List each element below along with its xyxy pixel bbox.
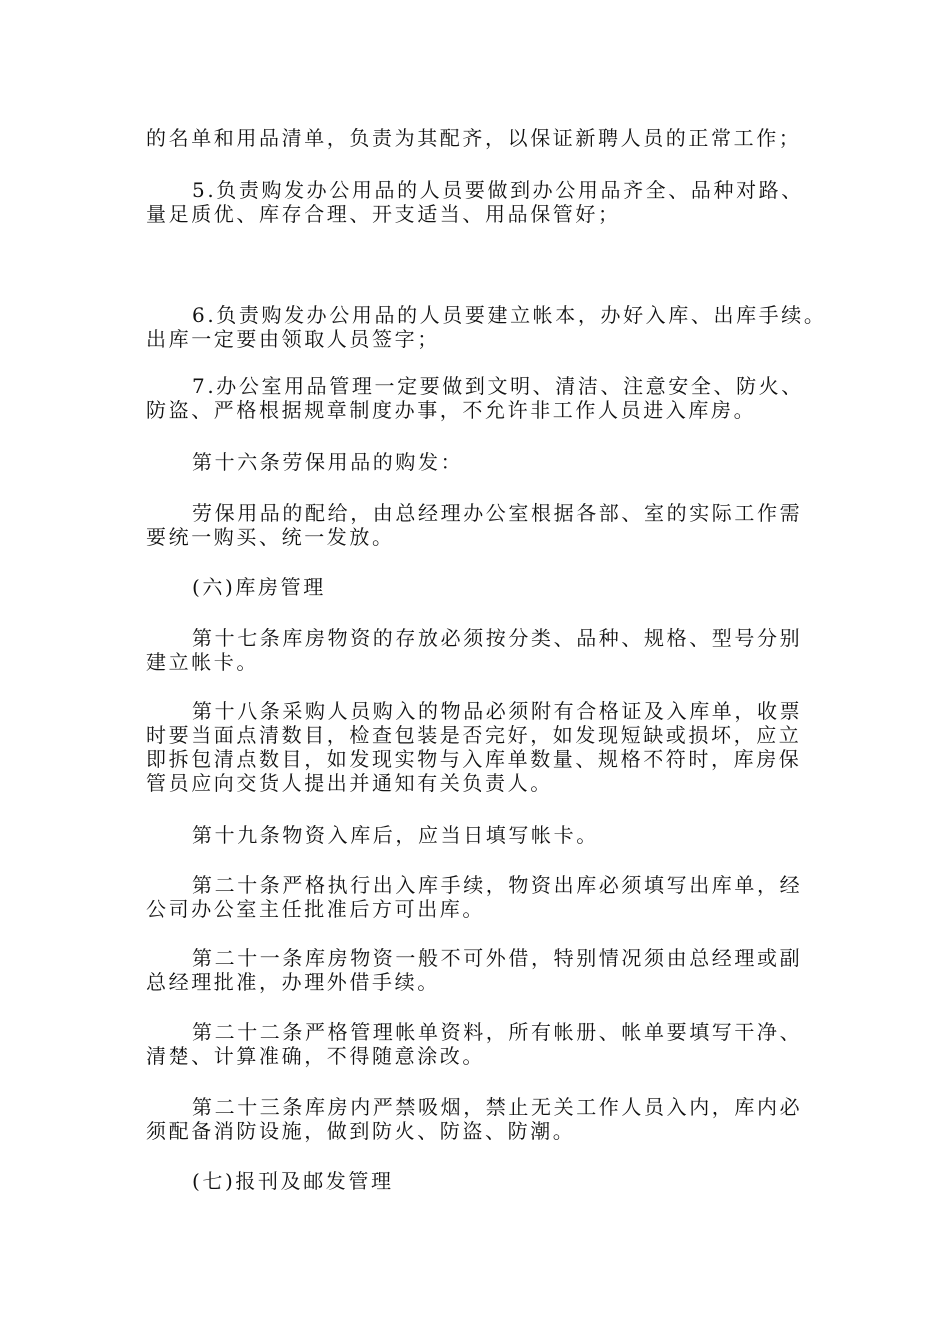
text-line: 量足质优、库存合理、开支适当、用品保管好； [146, 202, 621, 226]
text-line: 劳保用品的配给，由总经理办公室根据各部、室的实际工作需 [192, 501, 803, 525]
text-line: 须配备消防设施，做到防火、防盗、防潮。 [146, 1119, 576, 1143]
text-line: 第十八条采购人员购入的物品必须附有合格证及入库单，收票 [192, 699, 803, 723]
text-line: 第十七条库房物资的存放必须按分类、品种、规格、型号分别 [192, 626, 803, 650]
text-line: 第二十条严格执行出入库手续，物资出库必须填写出库单，经 [192, 873, 803, 897]
text-line: 第二十三条库房内严禁吸烟，禁止无关工作人员入内，库内必 [192, 1095, 803, 1119]
text-line: 总经理批准，办理外借手续。 [146, 970, 440, 994]
text-line: 第十六条劳保用品的购发： [192, 450, 464, 474]
text-line: 时要当面点清数目，检查包装是否完好，如发现短缺或损坏，应立 [146, 723, 802, 747]
section-heading-warehouse [146, 575, 826, 599]
paragraph-continuation [146, 126, 826, 150]
paragraph-article-20 [146, 873, 826, 921]
text-line: (六)库房管理 [192, 575, 326, 599]
section-heading-newspapers-mail [146, 1169, 826, 1193]
paragraph-article-22 [146, 1020, 826, 1068]
text-line: (七)报刊及邮发管理 [192, 1169, 394, 1193]
text-line: 清楚、计算准确，不得随意涂改。 [146, 1044, 485, 1068]
paragraph-article-18 [146, 699, 826, 795]
text-line: 5.负责购发办公用品的人员要做到办公用品齐全、品种对路、 [192, 178, 804, 202]
text-line: 第二十一条库房物资一般不可外借，特别情况须由总经理或副 [192, 946, 803, 970]
text-line: 第二十二条严格管理帐单资料，所有帐册、帐单要填写干净、 [192, 1020, 803, 1044]
text-line: 公司办公室主任批准后方可出库。 [146, 897, 485, 921]
text-line: 的名单和用品清单，负责为其配齐，以保证新聘人员的正常工作； [146, 126, 802, 150]
text-line: 防盗、严格根据规章制度办事，不允许非工作人员进入库房。 [146, 398, 757, 422]
text-line: 建立帐卡。 [146, 650, 259, 674]
paragraph-article-21 [146, 946, 826, 994]
paragraph-item-7 [146, 374, 826, 422]
text-line: 管员应向交货人提出并通知有关负责人。 [146, 771, 553, 795]
paragraph-item-6 [146, 303, 826, 351]
text-line: 7.办公室用品管理一定要做到文明、清洁、注意安全、防火、 [192, 374, 804, 398]
text-line: 6.负责购发办公用品的人员要建立帐本，办好入库、出库手续。 [192, 303, 827, 327]
text-line: 要统一购买、统一发放。 [146, 525, 395, 549]
paragraph-item-5 [146, 178, 826, 226]
text-line: 出库一定要由领取人员签字； [146, 327, 440, 351]
paragraph-article-16 [146, 450, 826, 474]
text-line: 第十九条物资入库后，应当日填写帐卡。 [192, 823, 599, 847]
paragraph-article-17 [146, 626, 826, 674]
paragraph-labor-supplies [146, 501, 826, 549]
paragraph-article-23 [146, 1095, 826, 1143]
text-line: 即拆包清点数目，如发现实物与入库单数量、规格不符时，库房保 [146, 747, 802, 771]
paragraph-article-19 [146, 823, 826, 847]
